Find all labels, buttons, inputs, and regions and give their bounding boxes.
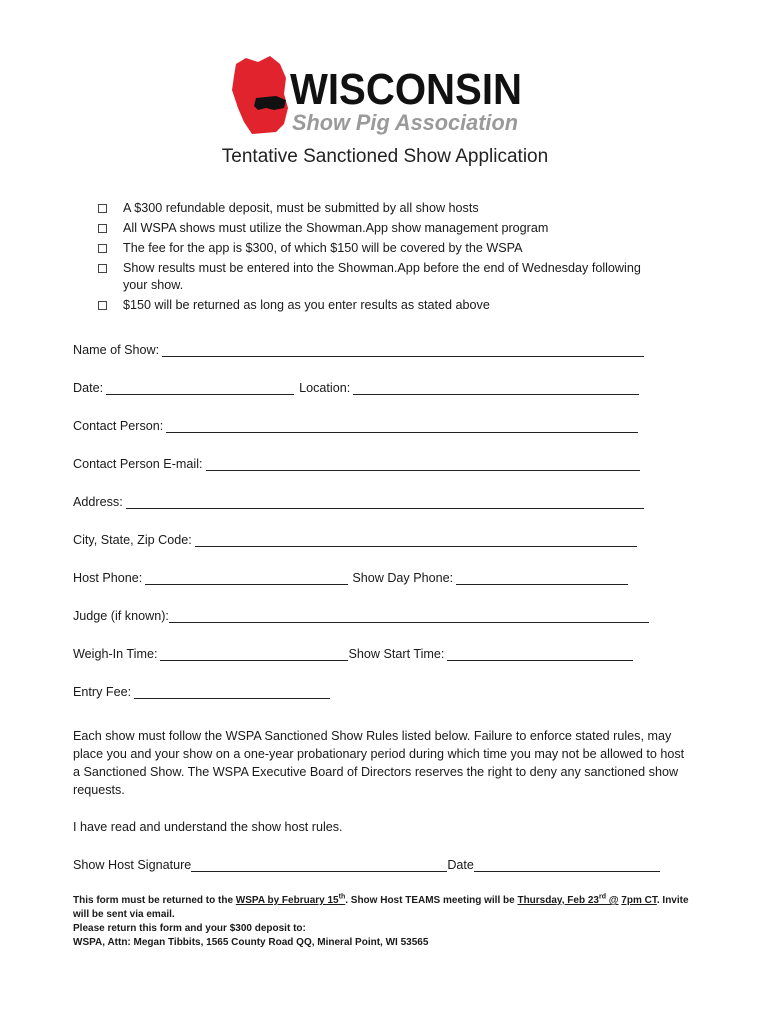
show-day-phone-label: Show Day Phone: — [352, 571, 454, 585]
address-label: Address: — [73, 495, 123, 509]
show-start-time-label: Show Start Time: — [348, 647, 445, 661]
wisconsin-state-logo-icon — [226, 50, 526, 136]
contact-person-label: Contact Person: — [73, 419, 164, 433]
judge-row — [73, 606, 673, 623]
list-item: Show results must be entered into the Showman.App before the end of Wednesday following your show. — [96, 260, 656, 294]
contact-email-row — [73, 454, 673, 471]
footer-instructions — [73, 894, 693, 950]
list-item: The fee for the app is $300, of which $150 will be covered by the WSPA — [96, 240, 656, 257]
contact-person-field[interactable] — [166, 419, 638, 433]
meeting-time-text: 7pm CT — [621, 895, 657, 906]
signature-label: Show Host Signature — [73, 858, 192, 872]
city-state-zip-label: City, State, Zip Code: — [73, 533, 192, 547]
show-start-time-field[interactable] — [447, 647, 633, 661]
address-row — [73, 492, 673, 509]
page-title: Tentative Sanctioned Show Application — [221, 146, 549, 167]
checkbox-square-icon — [98, 244, 107, 253]
signature-date-field[interactable] — [474, 858, 660, 872]
address-field[interactable] — [126, 495, 644, 509]
times-row — [73, 644, 673, 661]
wspa-logo — [226, 50, 526, 136]
phone-row — [73, 568, 673, 585]
contact-person-row — [73, 416, 673, 433]
rules-paragraph: Each show must follow the WSPA Sanctioned Show Rules listed below. Failure to enforce stated rules, may place you and your show on a one-year probationary period during which time you may not be allowed to host a Sanctioned Show. The WSPA Executive Board of Directors reserves the right to deny any sanctioned show requests. — [73, 729, 685, 797]
date-field[interactable] — [106, 381, 294, 395]
signature-field[interactable] — [191, 858, 447, 872]
meeting-date-text: Thursday, Feb 23rd @ — [517, 893, 619, 906]
location-field[interactable] — [353, 381, 639, 395]
name-of-show-row — [73, 340, 673, 357]
show-day-phone-field[interactable] — [456, 571, 628, 585]
logo-name: WISCONSIN — [290, 65, 522, 114]
name-of-show-field[interactable] — [162, 343, 644, 357]
name-of-show-label: Name of Show: — [73, 343, 160, 357]
contact-email-field[interactable] — [206, 457, 640, 471]
host-phone-label: Host Phone: — [73, 571, 143, 585]
city-state-zip-row — [73, 530, 673, 547]
acknowledgement-text: I have read and understand the show host rules. — [73, 820, 343, 834]
logo-subtitle: Show Pig Association — [292, 110, 518, 135]
requirements-list — [96, 200, 656, 317]
host-phone-field[interactable] — [145, 571, 348, 585]
application-fields — [73, 340, 673, 720]
signature-row — [73, 858, 660, 872]
checkbox-square-icon — [98, 301, 107, 310]
footer-mailing-address: WSPA, Attn: Megan Tibbits, 1565 County Road QQ, Mineral Point, WI 53565 — [73, 937, 429, 948]
checkbox-square-icon — [98, 204, 107, 213]
checkbox-square-icon — [98, 224, 107, 233]
signature-date-label: Date — [447, 858, 474, 872]
judge-label: Judge (if known): — [73, 609, 169, 623]
entry-fee-label: Entry Fee: — [73, 685, 132, 699]
list-item: A $300 refundable deposit, must be submitted by all show hosts — [96, 200, 656, 217]
date-location-row — [73, 378, 673, 395]
weigh-in-time-label: Weigh-In Time: — [73, 647, 158, 661]
footer-line-2: Please return this form and your $300 deposit to: — [73, 923, 306, 934]
list-item: $150 will be returned as long as you enter results as stated above — [96, 297, 656, 314]
deadline-text: WSPA by February 15th — [235, 893, 346, 906]
location-label: Location: — [299, 381, 351, 395]
contact-email-label: Contact Person E-mail: — [73, 457, 203, 471]
checkbox-square-icon — [98, 264, 107, 273]
date-label: Date: — [73, 381, 104, 395]
list-item: All WSPA shows must utilize the Showman.App show management program — [96, 220, 656, 237]
judge-field[interactable] — [169, 609, 649, 623]
footer-line-1: This form must be returned to the WSPA by February 15th. Show Host TEAMS meeting will be Thursday, Feb 23rd @ 7pm CT. Invite will be sent via email. — [73, 893, 689, 920]
weigh-in-time-field[interactable] — [160, 647, 348, 661]
entry-fee-field[interactable] — [134, 685, 330, 699]
entry-fee-row — [73, 682, 673, 699]
city-state-zip-field[interactable] — [195, 533, 637, 547]
